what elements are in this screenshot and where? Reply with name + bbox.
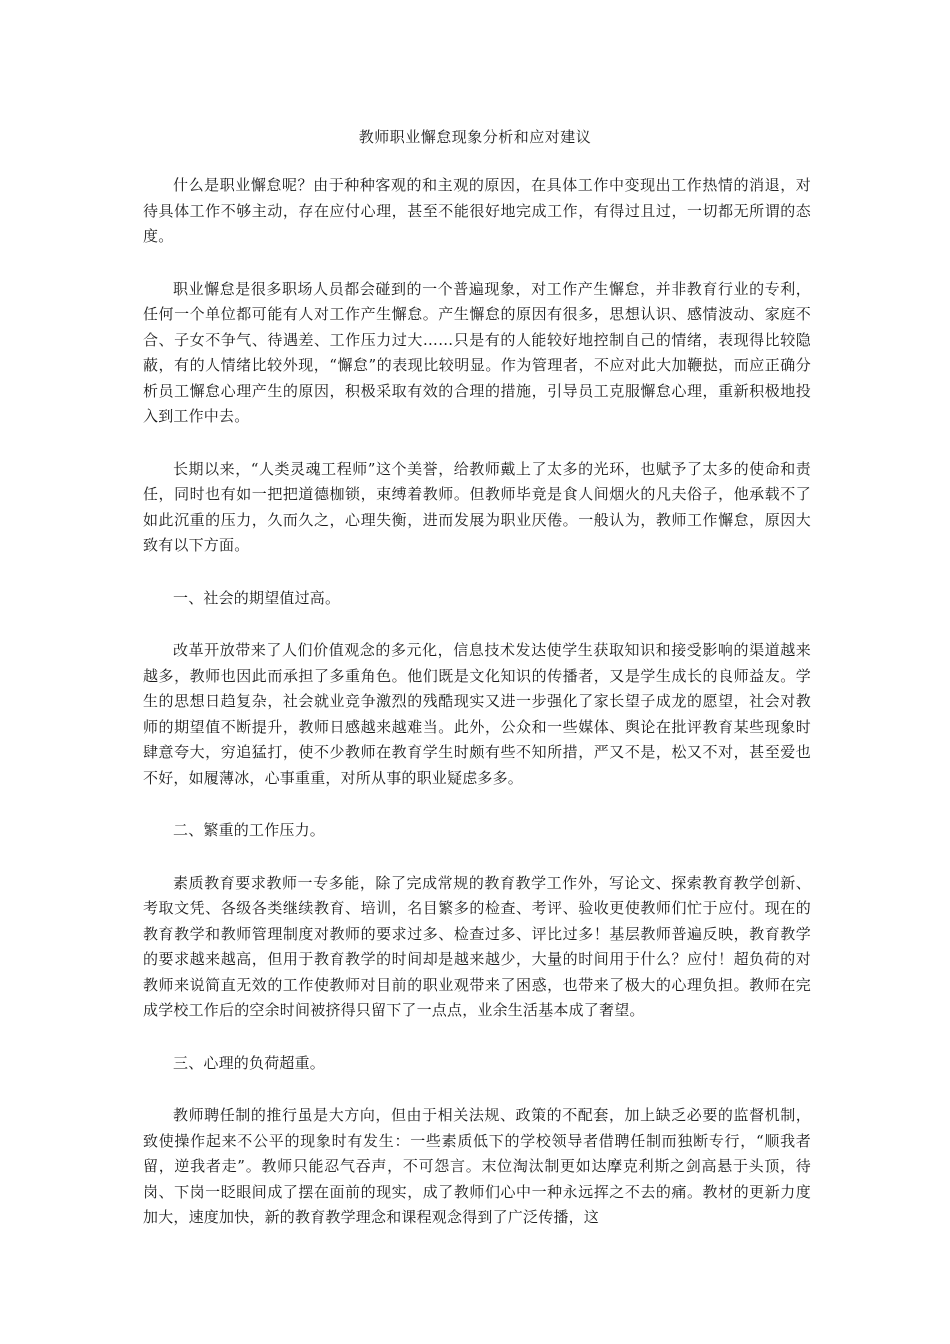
- paragraph-social-expectation: 改革开放带来了人们价值观念的多元化，信息技术发达使学生获取知识和接受影响的渠道越来越多，教师也因此而承担了多重角色。他们既是文化知识的传播者，又是学生成长的良师益友。学生的思想日趋复杂，社会就业竞争激烈的残酷现实又进一步强化了家长望子成龙的愿望，社会对教师的期望值不断提升，教师日感越来越难当。此外，公众和一些媒体、舆论在批评教育某些现象时肆意夸大，穷追猛打，使不少教师在教育学生时颇有些不知所措，严又不是，松又不对，甚至爱也不好，如履薄冰，心事重重，对所从事的职业疑虑多多。: [143, 641, 811, 787]
- section-heading-3: 三、心理的负荷超重。: [173, 1053, 326, 1072]
- paragraph-psychological-load: 教师聘任制的推行虽是大方向，但由于相关法规、政策的不配套，加上缺乏必要的监督机制，致使操作起来不公平的现象时有发生：一些素质低下的学校领导者借聘任制而独断专行，“顺我者留，逆我者走”。教师只能忍气吞声，不可怨言。末位淘汰制更如达摩克利斯之剑高悬于头顶，待岗、下岗一眨眼间成了摆在面前的现实，成了教师们心中一种永远挥之不去的痛。教材的更新力度加大，速度加快，新的教育教学理念和课程观念得到了广泛传播，这: [143, 1106, 811, 1226]
- section-heading-2: 二、繁重的工作压力。: [173, 821, 326, 839]
- paragraph-common-phenomenon: 职业懈怠是很多职场人员都会碰到的一个普遍现象，对工作产生懈怠，并非教育行业的专利，任何一个单位都可能有人对工作产生懈怠。产生懈怠的原因有很多，思想认识、感情波动、家庭不合、子女不争气、待遇差、工作压力过大……只是有的人能较好地控制自己的情绪，表现得比较隐蔽，有的人情绪比较外现，“懈怠”的表现比较明显。作为管理者，不应对此大加鞭挞，而应正确分析员工懈怠心理产生的原因，积极采取有效的合理的措施，引导员工克服懈怠心理，重新积极地投入到工作中去。: [143, 279, 811, 425]
- paragraph-work-pressure: 素质教育要求教师一专多能，除了完成常规的教育教学工作外，写论文、探索教育教学创新、考取文凭、各级各类继续教育、培训，名目繁多的检查、考评、验收更使教师们忙于应付。现在的教育教学和教师管理制度对教师的要求过多、检查过多、评比过多！基层教师普遍反映，教育教学的要求越来越高，但用于教育教学的时间却是越来越少，大量的时间用于什么？应付！超负荷的对教师来说简直无效的工作使教师对目前的职业观带来了困惑，也带来了极大的心理负担。教师在完成学校工作后的空余时间被挤得只留下了一点点，业余生活基本成了奢望。: [143, 873, 811, 1019]
- document-body: [143, 173, 811, 1258]
- section-heading-1: 一、社会的期望值过高。: [173, 588, 341, 607]
- document-title: 教师职业懈怠现象分析和应对建议: [358, 128, 592, 146]
- paragraph-definition: 什么是职业懈怠呢？由于种种客观的和主观的原因，在具体工作中变现出工作热情的消退，对待具体工作不够主动，存在应付心理，甚至不能很好地完成工作，有得过且过，一切都无所谓的态度。: [143, 176, 811, 245]
- paragraph-teacher-burden: 长期以来，“人类灵魂工程师”这个美誉，给教师戴上了太多的光环，也赋予了太多的使命和责任，同时也有如一把把道德枷锁，束缚着教师。但教师毕竟是食人间烟火的凡夫俗子，他承载不了如此沉重的压力，久而久之，心理失衡，进而发展为职业厌倦。一般认为，教师工作懈怠，原因大致有以下方面。: [143, 459, 811, 554]
